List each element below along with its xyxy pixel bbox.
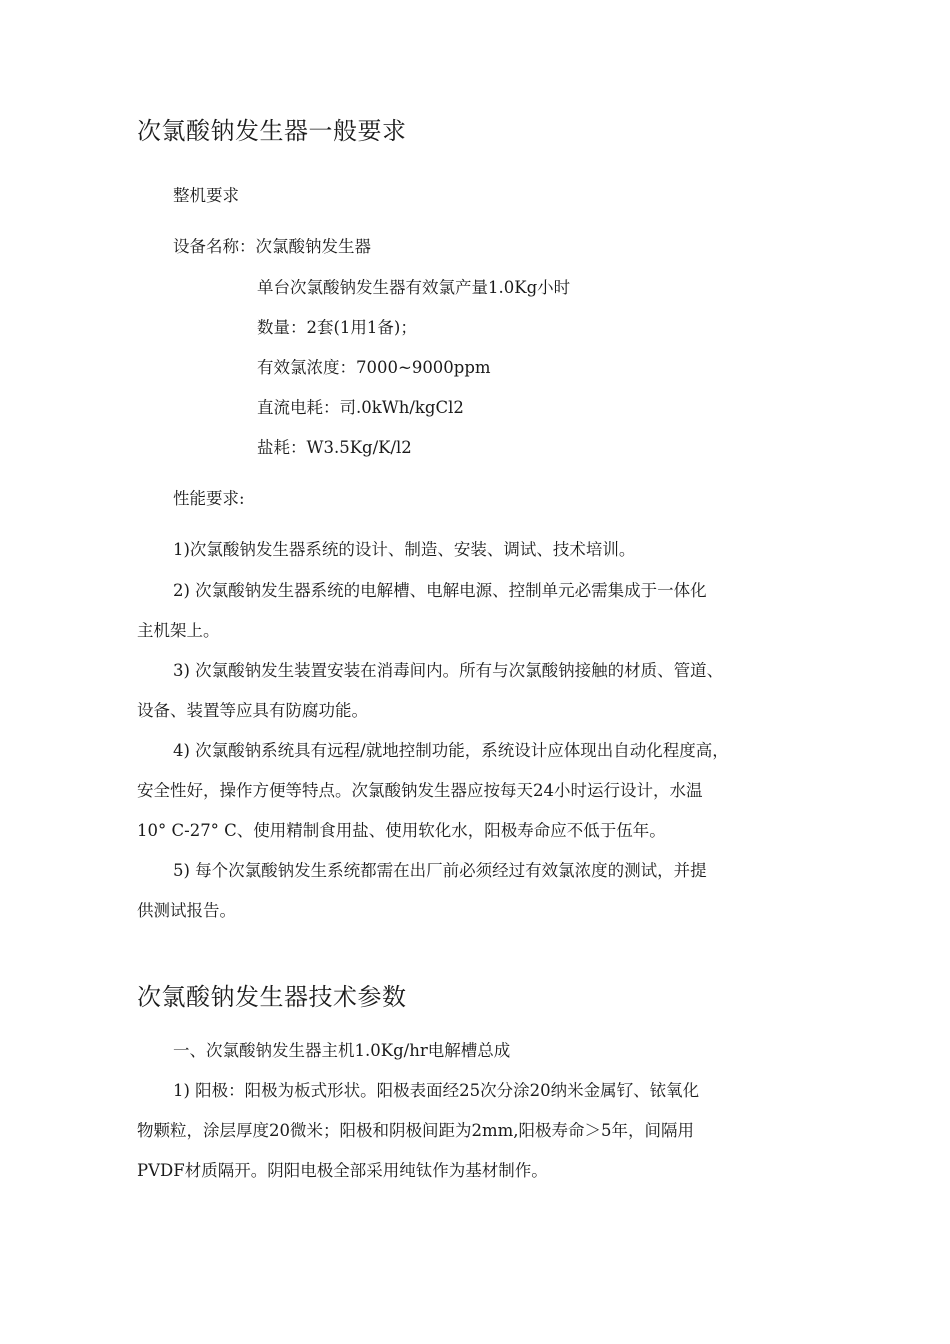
performance-label: 性能要求: <box>173 489 245 508</box>
section-title-technical-parameters: 次氯酸钠发生器技术参数 <box>137 983 407 1011</box>
section-title-general-requirements: 次氯酸钠发生器一般要求 <box>137 117 407 145</box>
performance-item-4: 4) 次氯酸钠系统具有远程/就地控制功能，系统设计应体现出自动化程度高， <box>173 741 729 760</box>
performance-item-5-cont: 供测试报告。 <box>137 901 236 920</box>
spec-dc-power: 直流电耗：司.0kWh/kgCl2 <box>257 398 464 417</box>
performance-item-2-cont: 主机架上。 <box>137 621 220 640</box>
performance-item-3-cont: 设备、装置等应具有防腐功能。 <box>137 701 368 720</box>
performance-item-1: 1)次氯酸钠发生器系统的设计、制造、安装、调试、技术培训。 <box>173 540 636 559</box>
performance-item-4-cont-2: 10° C-27° C、使用精制食用盐、使用软化水，阳极寿命应不低于伍年。 <box>137 821 666 840</box>
anode-description-3: PVDF材质隔开。阴阳电极全部采用纯钛作为基材制作。 <box>137 1161 548 1180</box>
performance-item-3: 3) 次氯酸钠发生装置安装在消毒间内。所有与次氯酸钠接触的材质、管道、 <box>173 661 724 680</box>
electrolyzer-subtitle: 一、次氯酸钠发生器主机1.0Kg/hr电解槽总成 <box>173 1041 511 1060</box>
spec-concentration: 有效氯浓度：7000~9000ppm <box>257 358 491 377</box>
machine-requirements-label: 整机要求 <box>173 186 239 205</box>
spec-salt-consumption: 盐耗：W3.5Kg/K/l2 <box>257 438 412 457</box>
performance-item-5: 5) 每个次氯酸钠发生系统都需在出厂前必须经过有效氯浓度的测试，并提 <box>173 861 707 880</box>
performance-item-2: 2) 次氯酸钠发生器系统的电解槽、电解电源、控制单元必需集成于一体化 <box>173 581 707 600</box>
equipment-name: 设备名称：次氯酸钠发生器 <box>173 237 371 256</box>
anode-description-1: 1) 阳极：阳极为板式形状。阳极表面经25次分涂20纳米金属钌、铱氧化 <box>173 1081 700 1100</box>
spec-quantity: 数量：2套(1用1备)； <box>257 318 417 337</box>
anode-description-2: 物颗粒，涂层厚度20微米；阳极和阴极间距为2mm,阳极寿命＞5年，间隔用 <box>137 1121 695 1140</box>
performance-item-4-cont-1: 安全性好，操作方便等特点。次氯酸钠发生器应按每天24小时运行设计，水温 <box>137 781 703 800</box>
spec-output: 单台次氯酸钠发生器有效氯产量1.0Kg小时 <box>257 278 571 297</box>
